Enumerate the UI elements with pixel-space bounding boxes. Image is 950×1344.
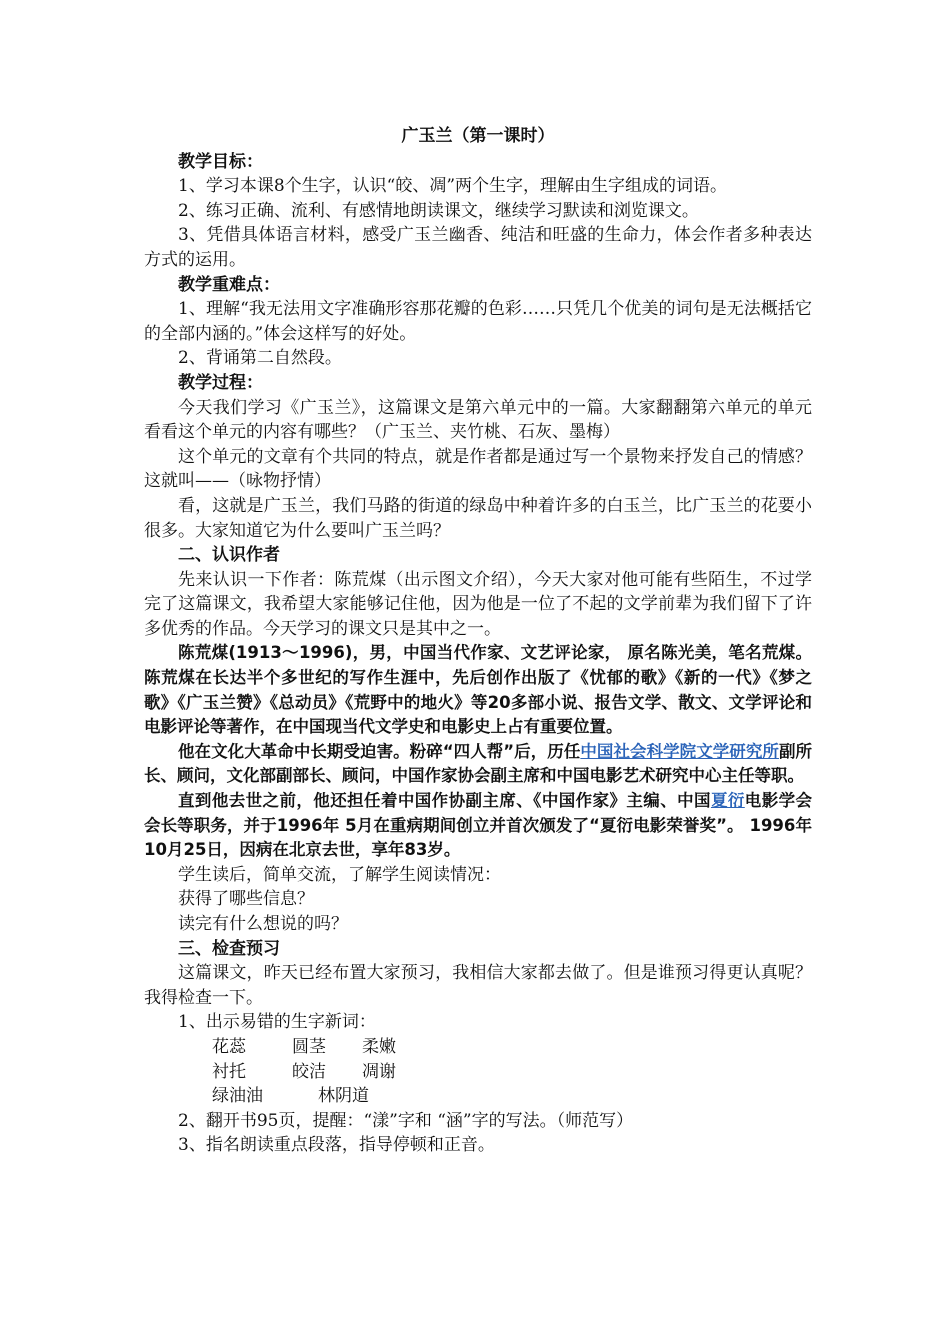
goal-item: 1、学习本课8个生字，认识“皎、凋”两个生字，理解由生字组成的词语。: [178, 176, 728, 197]
key-point-item: 2、背诵第二自然段。: [178, 348, 342, 369]
goal-item: 3、凭借具体语言材料，感受广玉兰幽香、纯洁和旺盛的生命力，体会作者多种表达方式的运用。: [144, 225, 812, 270]
author-intro: 先来认识一下作者：陈荒煤（出示图文介绍），今天大家对他可能有些陌生，不过学完了这篇课文，我希望大家能够记住他，因为他是一位了不起的文学前辈为我们留下了许多优秀的作品。今天学习的课文只是其中之一。: [144, 569, 812, 639]
word: 林阴道: [318, 1086, 369, 1107]
after-read-line: 学生读后，简单交流，了解学生阅读情况：: [178, 864, 501, 885]
goal-item: 2、练习正确、流利、有感情地朗读课文，继续学习默读和浏览课文。: [178, 200, 699, 221]
preview-step-2: 2、翻开书95页，提醒：“漾”字和 “涵”字的写法。（师范写）: [178, 1110, 634, 1131]
key-point-item: 1、理解“我无法用文字准确形容那花瓣的色彩……只凭几个优美的词句是无法概括它的全部内涵的。”体会这样写的好处。: [144, 299, 812, 344]
process-paragraph: 今天我们学习《广玉兰》，这篇课文是第六单元中的一篇。大家翻翻第六单元的单元看看这个单元的内容有哪些？（广玉兰、夹竹桃、石灰、墨梅）: [144, 397, 812, 443]
bio3-text-b: 电影学会会长等职务，并于1996年 5月在重病期间创立并首次颁发了“夏衍电影荣誉奖”。 1996年10月25日，因病在北京去世，享年83岁。: [144, 791, 813, 860]
xia-yan-link[interactable]: 夏衍: [710, 791, 745, 811]
after-read-line: 读完有什么想说的吗？: [178, 914, 348, 934]
process-paragraph: 这个单元的文章有个共同的特点，就是作者都是通过写一个景物来抒发自己的情感？这就叫——（咏物抒情）: [144, 446, 812, 492]
author-bio-1: 陈荒煤(1913～1996)，男，中国当代作家、文艺评论家， 原名陈光美，笔名荒煤。陈荒煤在长达半个多世纪的写作生涯中，先后创作出版了《忧郁的歌》《新的一代》《梦之歌》《广玉兰赞》《总动员》《荒野中的地火》等20多部小说、报告文学、散文、文学评论和电影评论等著作，在中国现当代文学史和电影史上占有重要位置。: [144, 643, 812, 737]
author-bio-2: [144, 740, 812, 789]
word: 凋谢: [362, 1061, 396, 1082]
word-row: [144, 1035, 812, 1060]
preview-step-1: 1、出示易错的生字新词：: [178, 1012, 376, 1033]
key-points-heading: 教学重难点：: [178, 274, 280, 295]
bio2-text-b: 副所长、顾问，文化部副部长、顾问，中国作家协会副主席和中国电影艺术研究中心主任等职。: [144, 741, 813, 786]
word-row: [144, 1084, 812, 1109]
word: 衬托: [212, 1061, 246, 1082]
goals-heading: 教学目标：: [178, 151, 263, 172]
after-read-line: 获得了哪些信息？: [178, 889, 314, 910]
word: 皎洁: [292, 1061, 326, 1082]
word-row: [144, 1060, 812, 1085]
author-bio-3: [144, 789, 812, 863]
word: 绿油油: [212, 1086, 263, 1107]
bio2-text-a: 他在文化大革命中长期受迫害。粉碎“四人帮”后，历任: [178, 741, 581, 761]
word: 花蕊: [212, 1036, 246, 1057]
bio3-text-a: 直到他去世之前，他还担任着中国作协副主席、《中国作家》主编、中国: [178, 791, 711, 811]
preview-heading: 三、检查预习: [178, 938, 280, 959]
preview-step-3: 3、指名朗读重点段落，指导停顿和正音。: [178, 1135, 495, 1156]
preview-intro: 这篇课文，昨天已经布置大家预习，我相信大家都去做了。但是谁预习得更认真呢？我得检查一下。: [144, 963, 812, 1008]
document-page: [144, 124, 812, 1158]
word: 柔嫩: [362, 1036, 396, 1057]
process-paragraph: 看，这就是广玉兰，我们马路的街道的绿岛中种着许多的白玉兰，比广玉兰的花要小很多。大家知道它为什么要叫广玉兰吗？: [144, 495, 812, 541]
author-heading: 二、认识作者: [178, 545, 280, 566]
word: 圆茎: [292, 1036, 326, 1057]
cass-literature-link[interactable]: 中国社会科学院文学研究所: [580, 741, 779, 761]
process-heading: 教学过程：: [178, 372, 263, 393]
page-title: 广玉兰（第一课时）: [401, 126, 555, 146]
